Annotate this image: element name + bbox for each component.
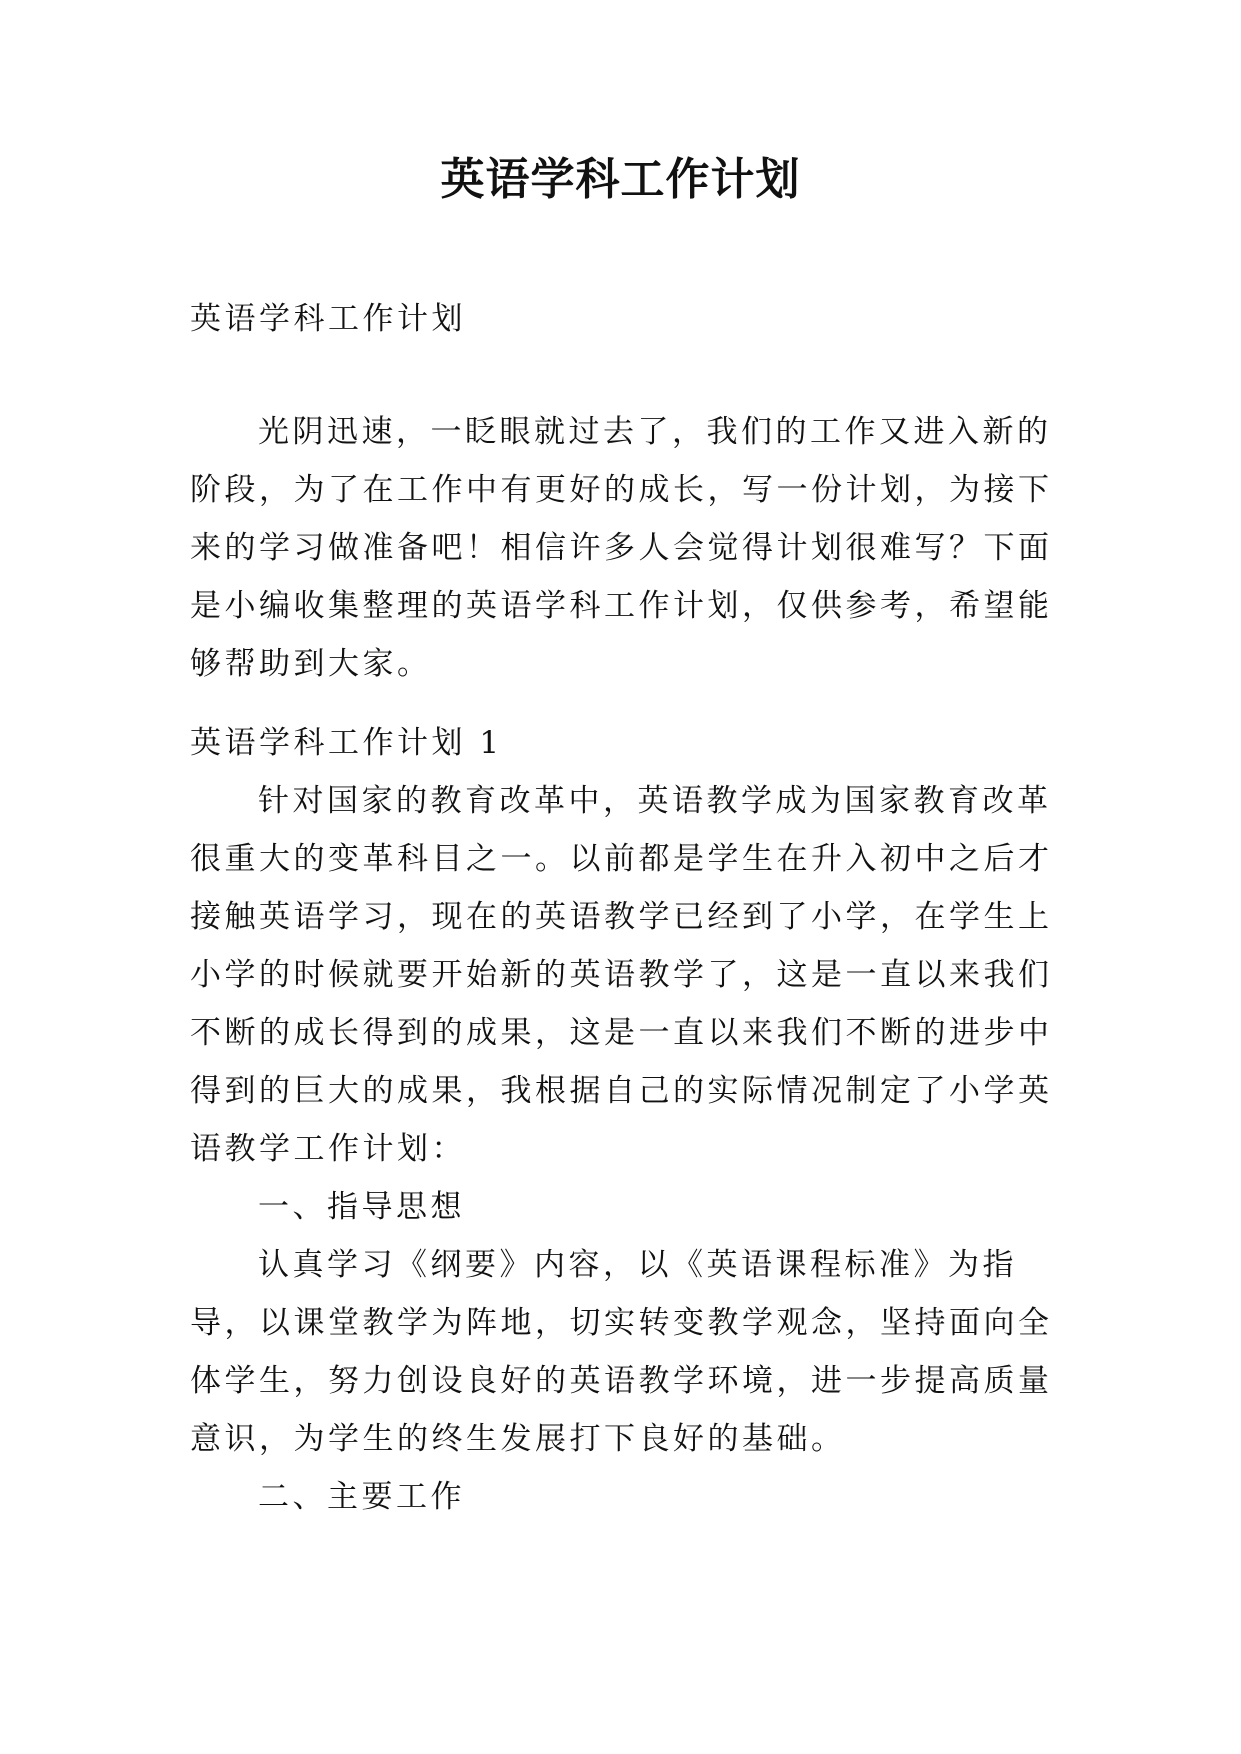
- document-title: 英语学科工作计划: [440, 154, 801, 205]
- plan-heading: 英语学科工作计划 1: [190, 725, 503, 761]
- intro-paragraph: 光阴迅速，一眨眼就过去了，我们的工作又进入新的阶段，为了在工作中有更好的成长，写一份计划，为接下来的学习做准备吧！相信许多人会觉得计划很难写？下面是小编收集整理的英语学科工作计划，仅供参考，希望能够帮助到大家。: [190, 414, 1053, 682]
- document-subtitle: 英语学科工作计划: [190, 301, 466, 337]
- heading-main-work: 二、主要工作: [258, 1479, 465, 1515]
- plan-paragraph: 针对国家的教育改革中，英语教学成为国家教育改革很重大的变革科目之一。以前都是学生在升入初中之后才接触英语学习，现在的英语教学已经到了小学，在学生上小学的时候就要开始新的英语教学了，这是一直以来我们不断的成长得到的成果，这是一直以来我们不断的进步中得到的巨大的成果，我根据自己的实际情况制定了小学英语教学工作计划：: [190, 783, 1053, 1167]
- guiding-paragraph: 认真学习《纲要》内容，以《英语课程标准》为指导，以课堂教学为阵地，切实转变教学观念，坚持面向全体学生，努力创设良好的英语教学环境，进一步提高质量意识，为学生的终生发展打下良好的基础。: [190, 1247, 1053, 1457]
- heading-guiding-thought: 一、指导思想: [258, 1189, 465, 1225]
- plan-section-1: [190, 714, 1055, 1526]
